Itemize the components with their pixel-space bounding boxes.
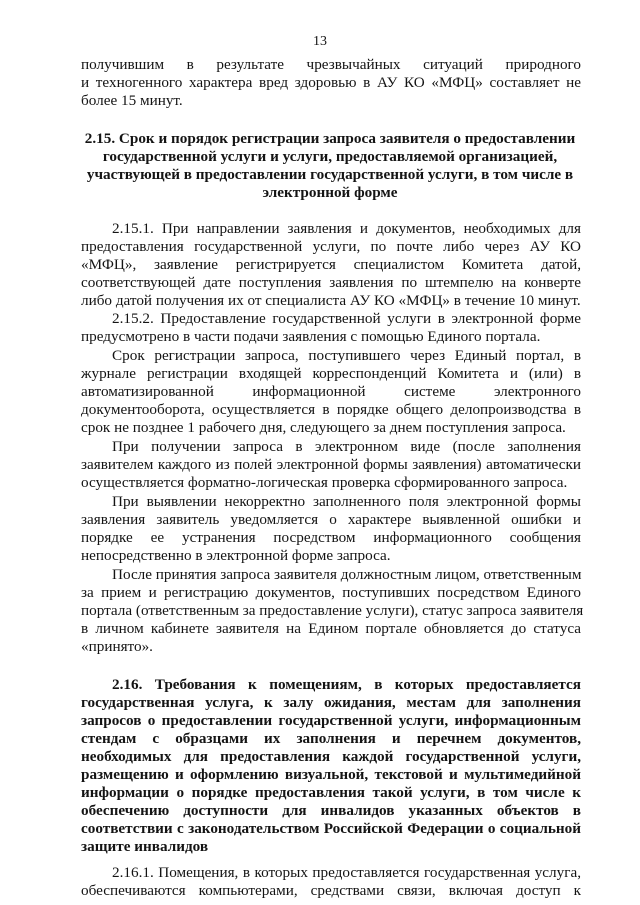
- text-line: более 15 минут.: [81, 92, 183, 109]
- section-heading-2-16: запросов о предоставлении государственной услуги, информационным: [81, 712, 581, 729]
- text-line: 2.15.1. При направлении заявления и документов, необходимых для: [112, 220, 581, 237]
- text-line: «принято».: [81, 638, 153, 655]
- section-heading-2-16: размещению и оформлению визуальной, текстовой и мультимедийной: [81, 766, 581, 783]
- section-heading-2-16: обеспечению доступности для инвалидов указанных объектов в: [81, 802, 581, 819]
- section-heading-2-15: электронной форме: [262, 184, 398, 201]
- text-line: заявления заявитель уведомляется о характере выявленной ошибки и: [81, 511, 581, 528]
- text-line: 2.16.1. Помещения, в которых предоставляется государственная услуга,: [112, 864, 581, 881]
- text-line: При получении запроса в электронном виде (после заполнения: [112, 438, 581, 455]
- text-line: срок не позднее 1 рабочего дня, следующего за днем поступления запроса.: [81, 419, 566, 436]
- text-line: либо датой получения их от специалиста АУ КО «МФЦ» в течение 10 минут.: [81, 292, 581, 309]
- text-line: осуществляется форматно-логическая проверка сформированного запроса.: [81, 474, 568, 491]
- text-line: документооборота, осуществляется в порядке общего делопроизводства в: [81, 401, 581, 418]
- text-line: предоставления государственной услуги, по почте либо через АУ КО: [81, 238, 581, 255]
- text-line: и техногенного характера вред здоровью в АУ КО «МФЦ» составляет не: [81, 74, 581, 91]
- text-line: портала (ответственным за предоставление услуги), статус запроса заявителя: [81, 602, 584, 619]
- section-heading-2-15: участвующей в предоставлении государственной услуги, в том числе в: [86, 166, 574, 183]
- text-line: После принятия запроса заявителя должностным лицом, ответственным: [112, 566, 582, 583]
- text-line: 2.15.2. Предоставление государственной услуги в электронной форме: [112, 310, 581, 327]
- page-number: 13: [313, 34, 327, 49]
- text-line: журнале регистрации входящей корреспонденций Комитета и (или) в: [81, 365, 581, 382]
- text-line: порядке ее устранения посредством информационного сообщения: [81, 529, 581, 546]
- section-heading-2-15: 2.15. Срок и порядок регистрации запроса заявителя о предоставлении: [84, 130, 576, 147]
- section-heading-2-15: государственной услуги и услуги, предоставляемой организацией,: [102, 148, 558, 165]
- section-heading-2-16: соответствии с законодательством Российской Федерации о социальной: [81, 820, 581, 837]
- text-line: непосредственно в электронной форме запроса.: [81, 547, 391, 564]
- text-line: «МФЦ», заявление регистрируется специалистом Комитета датой,: [81, 256, 581, 273]
- section-heading-2-16: защите инвалидов: [81, 838, 209, 855]
- section-heading-2-16: информации о порядке предоставления такой услуги, в том числе к: [81, 784, 581, 801]
- section-heading-2-16: 2.16. Требования к помещениям, в которых предоставляется: [112, 676, 581, 693]
- text-line: соответствующей дате поступления заявления по штемпелю на конверте: [81, 274, 581, 291]
- text-line: за прием и регистрацию документов, поступивших посредством Единого: [81, 584, 581, 601]
- section-heading-2-16: государственная услуга, к залу ожидания, местам для заполнения: [81, 694, 581, 711]
- text-line: автоматизированной информационной системе электронного: [81, 383, 581, 400]
- text-line: предусмотрено в части подачи заявления с помощью Единого портала.: [81, 328, 541, 345]
- text-line: получившим в результате чрезвычайных ситуаций природного: [81, 56, 581, 73]
- section-heading-2-16: стендам с образцами их заполнения и перечнем документов,: [81, 730, 581, 747]
- text-line: При выявлении некорректно заполненного поля электронной формы: [112, 493, 581, 510]
- text-line: заявителем каждого из полей электронной формы заявления) автоматически: [81, 456, 581, 473]
- text-line: обеспечиваются компьютерами, средствами связи, включая доступ к: [81, 882, 581, 899]
- section-heading-2-16: необходимых для предоставления каждой государственной услуги,: [81, 748, 581, 765]
- text-line: в личном кабинете заявителя на Едином портале обновляется до статуса: [81, 620, 581, 637]
- text-line: Срок регистрации запроса, поступившего через Единый портал, в: [112, 347, 581, 364]
